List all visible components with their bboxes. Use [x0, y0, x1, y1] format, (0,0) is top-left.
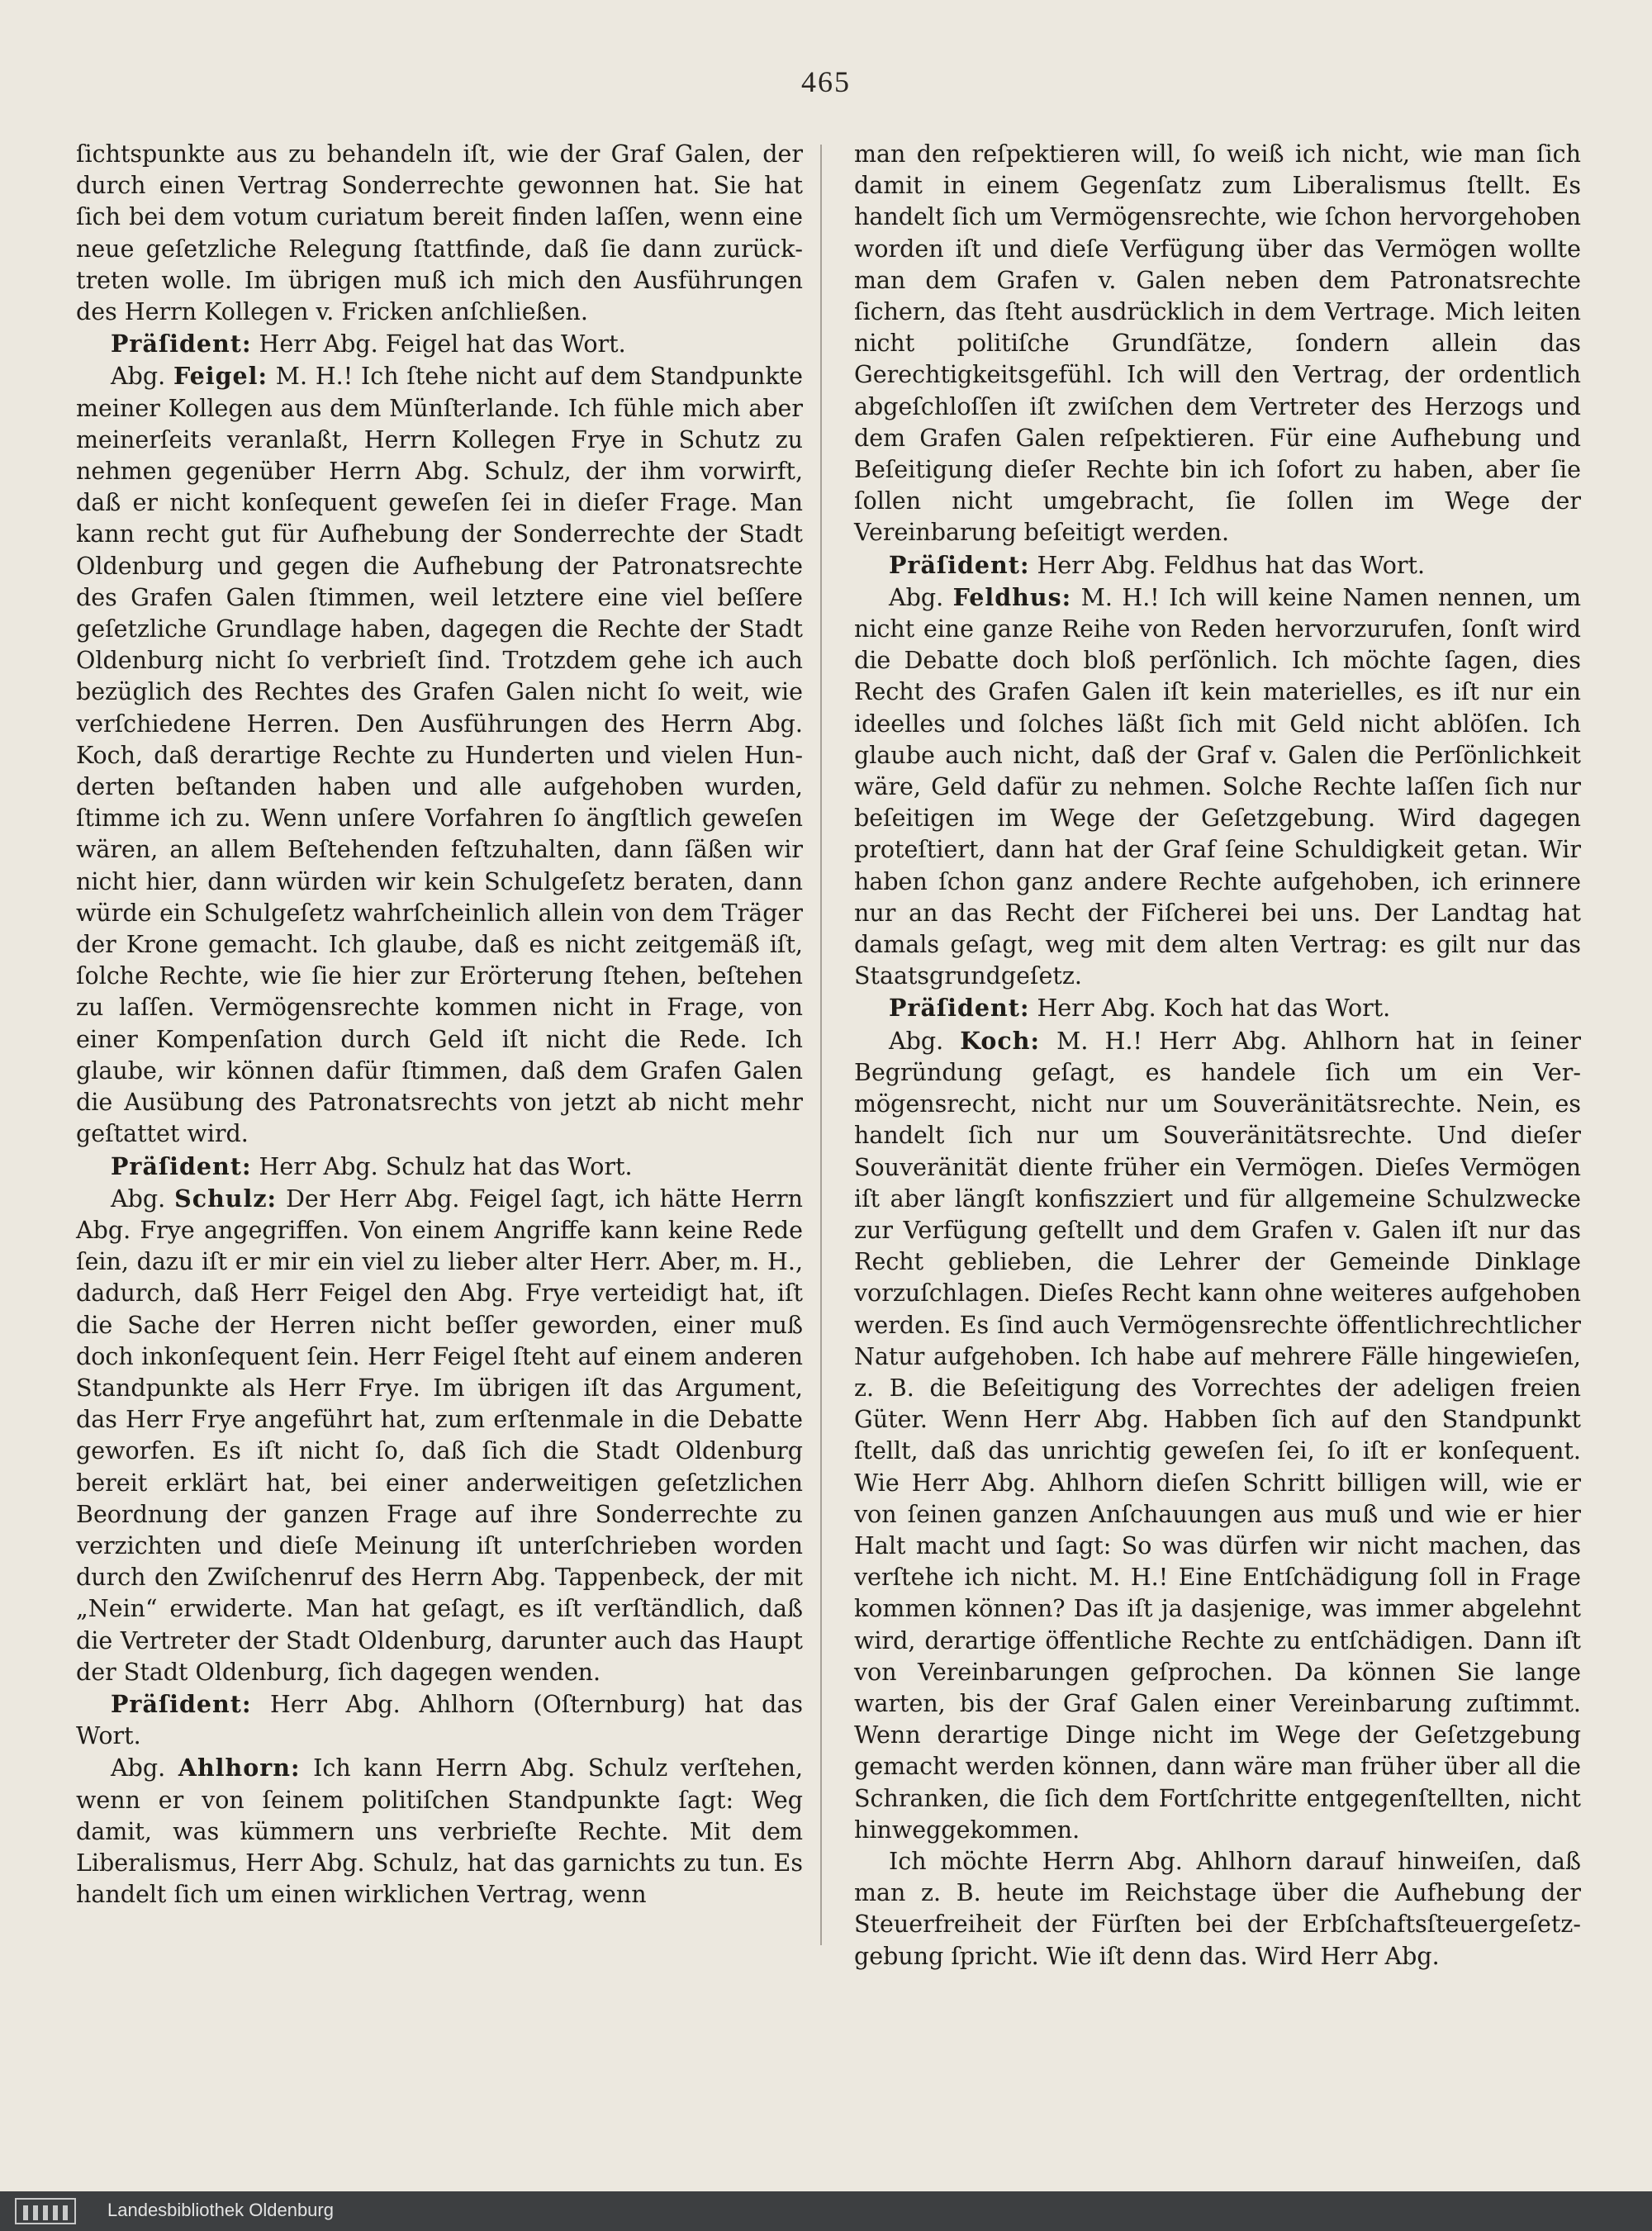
speaker-name: Ahlhorn: [178, 1754, 301, 1782]
speaker-prefix: Abg. [889, 1027, 944, 1055]
speaker-prefix: Abg. [889, 583, 944, 611]
speaker-name: Präſident: [889, 994, 1030, 1023]
speaker-paragraph [76, 328, 803, 360]
paragraph-text: M. H.! Ich will keine Namen nennen, um nicht eine ganze Reihe von Reden hervorzurufen, ſonſt wird die Debatte doch bloß perſönlich. Ich möchte ſagen, dies Recht des Grafen Galen iſt kein materielles, es iſt nur ein ideelles und ſolches läßt ſich mit Geld nicht ablöſen. Ich glaube auch nicht, daß der Graf v. Galen die Perſönlichkeit wäre, Geld dafür zu nehmen. Solche Rechte laſſen ſich nur beſeitigen im Wege der Geſetzgebung. Wird dagegen proteſtiert, dann hat der Graf ſeine Schuldigkeit getan. Wir haben ſchon ganz andere Rechte aufgehoben, ich erinnere nur an das Recht der Fiſcherei bei uns. Der Landtag hat damals geſagt, weg mit dem alten Vertrag: es gilt nur das Staatsgrundgeſetz. [854, 583, 1582, 990]
library-name: Landesbibliothek Oldenburg [107, 2200, 334, 2220]
paragraph-text: M. H.! Herr Abg. Ahlhorn hat in ſeiner Begründung geſagt, es handele ſich um ein Vermögensrecht, nicht nur um Souveränitätsrechte. Nein, es handelt ſich nur um Souveränitätsrechte. Und dieſer Souveränität diente früher ein Vermögen. Dieſes Vermögen iſt aber längſt konfiszziert und für allgemeine Schulzwecke zur Verfügung geſtellt und dem Grafen v. Galen iſt nur das Recht geblieben, die Lehrer der Gemeinde Dinklage vorzuſchlagen. Dieſes Recht kann ohne weiteres aufgehoben werden. Es ſind auch Vermögensrechte öffentlichrechtlicher Natur aufgehoben. Ich habe auf mehrere Fälle hingewieſen, z. B. die Beſeitigung des Vorrechtes der adeligen freien Güter. Wenn Herr Abg. Habben ſich auf den Standpunkt ſtellt, daß das unrichtig geweſen ſei, ſo iſt er konſequent. Wie Herr Abg. Ahlhorn dieſen Schritt billigen will, wie er von ſeinen ganzen Anſchauungen aus muß und wie er hier Halt macht und ſagt: So was dürfen wir nicht machen, das verſtehe ich nicht. M. H.! Eine Entſchädigung ſoll in Frage kommen können? Das iſt ja dasjenige, was immer abgelehnt wird, derartige öffentliche Rechte zu entſchädigen. Dann iſt von Vereinbarungen geſprochen. Da können Sie lange warten, bis der Graf Galen einer Vereinbarung zuſtimmt. Wenn derartige Dinge nicht im Wege der Geſetzgebung gemacht werden können, dann wäre man früher über all die Schranken, die ſich dem Fortſchritte entgegenſtellten, nicht hinweggekommen. [854, 1027, 1582, 1844]
library-footer [0, 2191, 1652, 2231]
speaker-paragraph [854, 581, 1581, 993]
paragraph-text: Herr Abg. Koch hat das Wort. [1037, 994, 1391, 1023]
speaker-paragraph [76, 1688, 803, 1752]
library-building-icon [15, 2198, 76, 2224]
speaker-name: Feldhus: [952, 582, 1072, 611]
speaker-name: Präſident: [111, 1151, 252, 1180]
speaker-prefix: Abg. [111, 363, 166, 391]
paragraph-text: Herr Abg. Feldhus hat das Wort. [1037, 551, 1426, 579]
speaker-paragraph [854, 992, 1581, 1024]
paragraph-text: Herr Abg. Schulz hat das Wort. [259, 1152, 633, 1180]
paragraph-text: Ich kann Herrn Abg. Schulz verſtehen, wenn er von ſeinem politiſchen Standpunkte ſagt: Weg damit, was kümmern uns verbrieſte Rechte. Mit dem Liberalismus, Herr Abg. Schulz, hat das garnichts zu tun. Es handelt ſich um einen wirklichen Vertrag, wenn [76, 1754, 804, 1909]
speaker-name: Schulz: [174, 1184, 278, 1213]
speaker-prefix: Abg. [111, 1184, 166, 1213]
column-divider [820, 145, 822, 1945]
speaker-paragraph [854, 549, 1581, 581]
speaker-prefix: Abg. [111, 1754, 166, 1782]
speaker-name: Präſident: [111, 330, 252, 358]
paragraph-text: Herr Abg. Feigel hat das Wort. [259, 330, 626, 358]
paragraph-text: M. H.! Ich ſtehe nicht auf dem Standpunkte meiner Kollegen aus dem Münſterlande. Ich fühle mich aber meinerſeits veranlaßt, Herrn Kollegen Frye in Schutz zu nehmen gegenüber Herrn Abg. Schulz, der ihm vorwirft, daß er nicht konſequent geweſen ſei in dieſer Frage. Man kann recht gut für Aufhebung der Sonderrechte der Stadt Oldenburg und gegen die Aufhebung der Patronatsrechte des Grafen Galen ſtimmen, weil letztere eine viel beſſere geſetzliche Grundlage haben, dagegen die Rechte der Stadt Oldenburg nicht ſo verbrieſt ſind. Trotzdem gehe ich auch bezüglich des Rechtes des Grafen Galen nicht ſo weit, wie verſchiedene Herren. Den Ausführungen des Herrn Abg. Koch, daß derartige Rechte zu Hunderten und vielen Hunderten beſtanden haben und alle aufgehoben wurden, ſtimme ich zu. Wenn unſere Vorfahren ſo ängſtlich geweſen wären, an allem Beſtehenden feſtzuhalten, dann ſäßen wir nicht hier, dann würden wir kein Schulgeſetz beraten, dann würde ein Schulgeſetz wahrſcheinlich allein von dem Träger der Krone gemacht. Ich glaube, daß es nicht zeitgemäß iſt, ſolche Rechte, wie ſie hier zur Erörterung ſtehen, beſtehen zu laſſen. Vermögensrechte kommen nicht in Frage, von einer Kompenſation durch Geld iſt nicht die Rede. Ich glaube, wir können dafür ſtimmen, daß dem Grafen Galen die Ausübung des Patronatsrechts von jetzt ab nicht mehr geſtattet wird. [76, 363, 803, 1148]
paragraph: man den reſpektieren will, ſo weiß ich nicht, wie man ſich damit in einem Gegenſatz zum Liberalismus ſtellt. Es handelt ſich um Vermögensrechte, wie ſchon hervorgehoben worden iſt und dieſe Verfügung über das Vermögen wollte man dem Grafen v. Galen neben dem Patronatsrechte ſichern, das ſteht ausdrücklich in dem Vertrage. Mich leiten nicht politiſche Grundſätze, ſondern allein das Gerechtigkeitsgefühl. Ich will den Vertrag, der ordentlich abgeſchloſſen iſt zwiſchen dem Vertreter des Herzogs und dem Grafen Galen reſpektieren. Für eine Aufhebung und Beſeitigung dieſer Rechte bin ich ſofort zu haben, aber ſie ſollen nicht umgebracht, ſie ſollen im Wege der Vereinbarung beſeitigt werden. [854, 140, 1581, 547]
speaker-name: Präſident: [889, 550, 1030, 579]
paragraph-text: Herr Abg. Ahlhorn (Oſternburg) hat das Wort. [76, 1690, 804, 1750]
speaker-paragraph [76, 1151, 803, 1183]
speaker-paragraph [854, 1025, 1581, 1846]
speaker-paragraph [76, 1183, 803, 1688]
speaker-name: Koch: [960, 1026, 1041, 1055]
left-column [76, 139, 803, 1911]
page-number: 465 [801, 65, 851, 98]
right-column [854, 139, 1581, 1972]
paragraph: Ich möchte Herrn Abg. Ahlhorn darauf hinweiſen, daß man z. B. heute im Reichstage über die Aufhebung der Steuerfreiheit der Fürſten bei der Erbſchaftsſteuergeſetzgebung ſpricht. Wie iſt denn das. Wird Herr Abg. [854, 1847, 1581, 1970]
speaker-paragraph [76, 1752, 803, 1911]
speaker-name: Präſident: [111, 1689, 252, 1718]
paragraph-text: Der Herr Abg. Feigel ſagt, ich hätte Herrn Abg. Frye angegriffen. Von einem Angriffe kann keine Rede ſein, dazu iſt er mir ein viel zu lieber alter Herr. Aber, m. H., dadurch, daß Herr Feigel den Abg. Frye verteidigt hat, iſt die Sache der Herren nicht beſſer geworden, einer muß doch inkonſequent ſein. Herr Feigel ſteht auf einem anderen Standpunkte als Herr Frye. Im übrigen iſt das Argument, das Herr Frye angeführt hat, zum erſtenmale in die Debatte geworfen. Es iſt nicht ſo, daß ſich die Stadt Oldenburg bereit erklärt hat, bei einer anderweitigen geſetzlichen Beordnung der ganzen Frage auf ihre Sonderrechte zu verzichten und dieſe Meinung iſt unterſchrieben worden durch den Zwiſchenruf des Herrn Abg. Tappenbeck, der mit „Nein“ erwiderte. Man hat geſagt, es iſt verſtändlich, daß die Vertreter der Stadt Oldenburg, darunter auch das Haupt der Stadt Oldenburg, ſich dagegen wenden. [76, 1184, 804, 1686]
speaker-name: Feigel: [173, 362, 268, 391]
paragraph: ſichtspunkte aus zu behandeln iſt, wie der Graf Galen, der durch einen Vertrag Sonderrechte gewonnen hat. Sie hat ſich bei dem votum curiatum bereit finden laſſen, wenn eine neue geſetzliche Relegung ſtattfinde, daß ſie dann zurücktreten wolle. Im übrigen muß ich mich den Ausführungen des Herrn Kollegen v. Fricken anſchließen. [76, 140, 803, 326]
speaker-paragraph [76, 360, 803, 1150]
